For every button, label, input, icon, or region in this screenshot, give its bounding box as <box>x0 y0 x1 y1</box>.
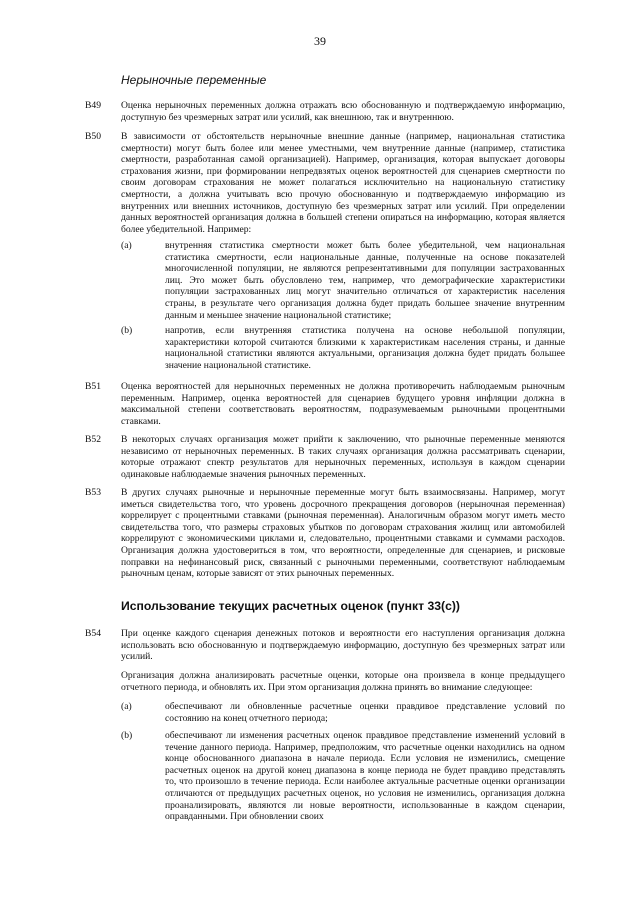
paragraph-number: B54 <box>85 628 101 639</box>
paragraph-b49 <box>85 100 565 123</box>
list-item-b54-a <box>121 701 565 724</box>
list-item-b50-a <box>121 240 565 321</box>
section-heading-nonmarket-variables: Нерыночные переменные <box>121 73 267 87</box>
list-item-label: (a) <box>121 240 132 251</box>
paragraph-b54-continued: Организация должна анализировать расчетные оценки, которые она произвела в конце предыдущего отчетного периода, и обновлять их. При этом организация должна принять во внимание следующее: <box>121 670 565 693</box>
paragraph-number: B52 <box>85 434 101 445</box>
list-item-label: (b) <box>121 325 133 336</box>
list-item-label: (b) <box>121 730 133 741</box>
paragraph-number: B50 <box>85 131 101 142</box>
paragraph-text: При оценке каждого сценария денежных потоков и вероятности его наступления организация должна использовать всю обоснованную и подтверждаемую информацию, доступную без чрезмерных затрат или усилий. <box>121 628 565 663</box>
page-number: 39 <box>314 34 326 48</box>
paragraph-number: B49 <box>85 100 101 111</box>
list-item-text: обеспечивают ли изменения расчетных оценок правдивое представление изменений условий в течение данного периода. Например, предположим, что расчетные оценки находились на одном конце обоснованного диапазона в начале периода. Если условия не изменились, смещение расчетных оценок на другой конец диапазона в конце периода не будет правдиво представлять то, что произошло в течение периода. Если наиболее актуальные расчетные оценки организации отличаются от предыдущих расчетных оценок, но условия не изменились, организация должна проанализировать, являются ли новые вероятности, использованные в каждом сценарии, оправданными. При обновлении своих <box>165 730 565 823</box>
paragraph-b54 <box>85 628 565 663</box>
section-heading-current-estimates: Использование текущих расчетных оценок (пункт 33(c)) <box>121 599 460 613</box>
paragraph-b52 <box>85 434 565 480</box>
paragraph-text: В зависимости от обстоятельств нерыночные внешние данные (например, национальная статистика смертности) могут быть более или менее уместными, чем внутренние данные (например, статистика смертности, разработанная самой организацией). Например, организация, которая выпускает договоры страхования жизни, при формировании непредвзятых оценок вероятностей для сценариев смертности по своим договорам страхования не может полагаться исключительно на национальную статистику смертности, а должна учитывать всю прочую обоснованную и подтверждаемую информацию из внутренних или внешних источников, доступную без чрезмерных затрат или усилий. При определении данных вероятностей организация должна в большей степени опираться на информацию, которая является более убедительной. Например: <box>121 131 565 235</box>
paragraph-b51 <box>85 381 565 427</box>
paragraph-text: Оценка вероятностей для нерыночных переменных не должна противоречить наблюдаемым рыночным переменным. Например, оценка вероятностей для сценариев будущего уровня инфляции должна в максимальной степени соответствовать вероятностям, подразумеваемым рыночными процентными ставками. <box>121 381 565 427</box>
list-item-text: внутренняя статистика смертности может быть более убедительной, чем национальная статистика смертности, если национальные данные, полученные на основе показателей многочисленной популяции, не являются репрезентативными для популяции застрахованных лиц. Это может быть обусловлено тем, например, что демографические характеристики популяции застрахованных лиц могут значительно отличаться от характеристик населения страны, в результате чего организация должна будет придать большее значение внутренним данным и меньшее значение национальной статистике; <box>165 240 565 321</box>
paragraph-text: В некоторых случаях организация может прийти к заключению, что рыночные переменные меняются независимо от нерыночных переменных. В таких случаях организация должна рассматривать сценарии, которые отражают спектр результатов для нерыночных переменных, используя в каждом сценарии одинаковые наблюдаемые значения рыночных переменных. <box>121 434 565 480</box>
paragraph-text: Оценка нерыночных переменных должна отражать всю обоснованную и подтверждаемую информацию, доступную без чрезмерных затрат или усилий, как внешнюю, так и внутреннюю. <box>121 100 565 123</box>
paragraph-b50 <box>85 131 565 235</box>
list-item-b54-b <box>121 730 565 823</box>
list-item-b50-b <box>121 325 565 371</box>
paragraph-b53 <box>85 487 565 580</box>
list-item-text: напротив, если внутренняя статистика получена на основе небольшой популяции, характеристики которой считаются близкими к характеристикам населения страны, и данные национальной статистики являются актуальными, организация должна будет придать большее значение национальной статистике. <box>165 325 565 371</box>
paragraph-text: В других случаях рыночные и нерыночные переменные могут быть взаимосвязаны. Например, могут иметься свидетельства того, что уровень досрочного прекращения договоров (нерыночная переменная) коррелирует с процентными ставками (рыночная переменная). Аналогичным образом могут иметь место свидетельства того, что размеры страховых убытков по договорам страхования жилищ или автомобилей коррелируют с экономическими циклами и, следовательно, процентными ставками и суммами расходов. Организация должна удостовериться в том, что вероятности, определенные для сценариев, и рисковые поправки на нефинансовый риск, связанный с рыночными переменными, соответствуют наблюдаемым рыночным ценам, которые зависят от этих рыночных переменных. <box>121 487 565 580</box>
paragraph-number: B53 <box>85 487 101 498</box>
list-item-text: обеспечивают ли обновленные расчетные оценки правдивое представление условий по состоянию на конец отчетного периода; <box>165 701 565 724</box>
paragraph-number: B51 <box>85 381 101 392</box>
list-item-label: (a) <box>121 701 132 712</box>
